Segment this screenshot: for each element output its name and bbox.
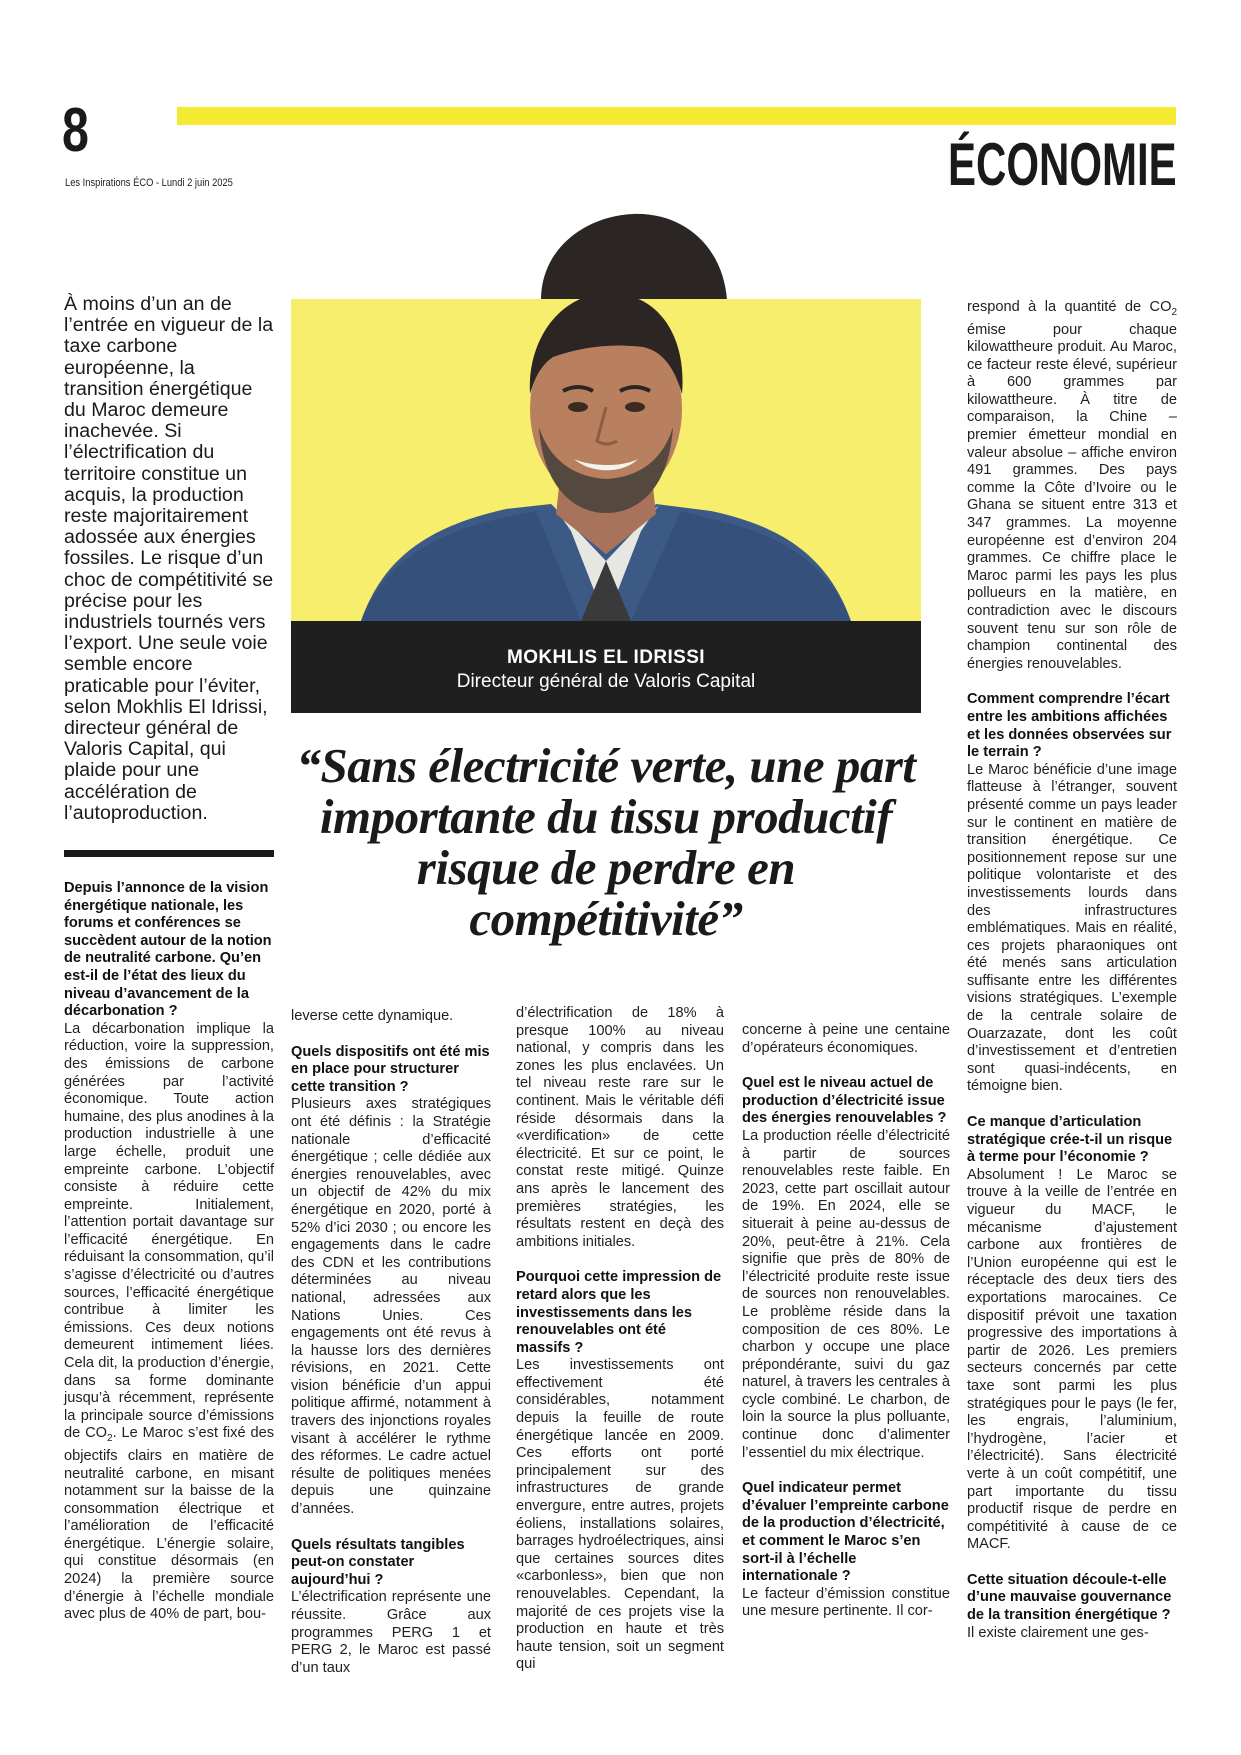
- header-yellow-band: [177, 107, 1176, 125]
- article-column-4: [742, 1022, 950, 1621]
- interviewee-name: MOKHLIS EL IDRISSI: [507, 647, 705, 668]
- answer-paragraph: L’électrification représente une réussite. Grâce aux programmes PERG 1 et PERG 2, le Maroc est passé d’un taux: [291, 1589, 491, 1676]
- question-heading: Comment comprendre l’écart entre les ambitions affichées et les données observées sur le terrain ?: [967, 691, 1172, 761]
- article-column-3: [516, 1005, 724, 1674]
- answer-paragraph: leverse cette dynamique.: [291, 1008, 454, 1024]
- answer-paragraph: La décarbonation implique la réduction, voire la suppression, des émissions de carbone générées par l’activité économique. Toute action humaine, des plus anodines à la production industrielle à une large échelle, produit une empreinte carbone. L’objectif consiste à réduire cette empreinte. Initialement, l’attention portait davantage sur l’efficacité énergétique. En réduisant la consommation, qu’il s’agisse d’électricité ou d’autres sources, l’efficacité énergétique contribue à limiter les émissions. Ces deux notions demeurent intimement liées. Cela dit, la production d’énergie, dans sa forme dominante jusqu’à récemment, représente la principale source d’émissions de $CO_2$. Le Maroc s’est fixé des objectifs clairs en matière de neutralité carbone, en misant notamment sur la baisse de la consommation électrique et l’amélioration de l’efficacité énergétique. L’énergie solaire, qui constitue désormais (en 2024) la première source d’énergie à l’échelle mondiale avec plus de 40% de part, bou-: [64, 1020, 274, 1623]
- question-heading: Ce manque d’articulation stratégique crée-t-il un risque à terme pour l’économie ?: [967, 1114, 1173, 1166]
- article-column-5: [967, 299, 1177, 1642]
- portrait-hair-overflow: [371, 208, 871, 300]
- answer-paragraph: concerne à peine une centaine d’opérateurs économiques.: [742, 1022, 950, 1056]
- article-column-2: [291, 1008, 491, 1677]
- portrait-illustration: [291, 299, 921, 621]
- question-heading: Pourquoi cette impression de retard alors que les investissements dans les renouvelables ont été massifs ?: [516, 1269, 722, 1356]
- article-column-1: [64, 880, 274, 1624]
- section-title: ÉCONOMIE: [948, 131, 1177, 198]
- answer-paragraph: Les investissements ont effectivement été considérables, notamment depuis la feuille de route énergétique lancée en 2009. Ces efforts ont porté principalement sur des infrastructures de grande envergure, entre autres, projets éoliens, installations solaires, barrages hydroélectriques, ainsi que certaines sources dites «carbonless», bien que non renouvelables. Cependant, la majorité de ces projets vise la production en haute et très haute tension, soit un segment qui: [516, 1357, 724, 1673]
- interviewee-role: Directeur général de Valoris Capital: [456, 671, 756, 692]
- answer-paragraph: Il existe clairement une ges-: [967, 1624, 1149, 1641]
- issue-date-line: Les Inspirations ÉCO - Lundi 2 juin 2025: [65, 177, 233, 189]
- question-heading: Cette situation découle-t-elle d’une mauvaise gouvernance de la transition énergétique ?: [967, 1571, 1172, 1624]
- question-heading: Quels dispositifs ont été mis en place pour structurer cette transition ?: [291, 1043, 490, 1095]
- answer-paragraph: respond à la quantité de $CO_2$ émise pour chaque kilowattheure produit. Au Maroc, ce facteur reste élevé, supérieur à 600 grammes par kilowattheure. À titre de comparaison, la Chine – premier émetteur mondial en valeur absolue – affiche environ 491 grammes. Des pays comme la Côte d’Ivoire ou le Ghana se situent entre 313 et 347 grammes. La moyenne européenne est d’environ 204 grammes. Ce chiffre place le Maroc parmi les pays les plus pollueurs en la matière, en contradiction avec le discours souvent tenu sur son rôle de champion continental des énergies renouvelables.: [967, 299, 1177, 672]
- question-heading: Quel indicateur permet d’évaluer l’empreinte carbone de la production d’électricité, et comment le Maroc s’en sort-il à l’échelle internationale ?: [742, 1480, 949, 1585]
- answer-paragraph: d’électrification de 18% à presque 100% au niveau national, y compris dans les zones les plus enclavées. Un tel niveau reste rare sur le continent. Mais le véritable défi réside désormais dans la «verdification» de cette électricité. Et sur ce point, le constat reste mitigé. Quinze ans après le lancement des premières stratégies, les résultats restent en deçà des ambitions initiales.: [516, 1005, 724, 1250]
- article-lede: À moins d’un an de l’entrée en vigueur de la taxe carbone européenne, la transition énergétique du Maroc demeure inachevée. Si l’électrification du territoire constitue un acquis, la production reste majoritairement adossée aux énergies fossiles. Le risque d’un choc de compétitivité se précise pour les industriels tournés vers l’export. Une seule voie semble encore praticable pour l’éviter, selon Mokhlis El Idrissi, directeur général de Valoris Capital, qui plaide pour une accélération de l’autoproduction.: [64, 293, 274, 824]
- answer-paragraph: Le Maroc bénéficie d’une image flatteuse à l’étranger, souvent présenté comme un pays leader sur le continent en matière de transition énergétique. Ce positionnement repose sur une politique volontariste et des investissements lourds dans des infrastructures emblématiques. Mais en réalité, ces projets pharaoniques ont été menés sans articulation suffisante entre les différentes visions stratégiques. L’exemple de la centrale solaire de Ouarzazate, dont les coût d’investissement et d’entretien sont quasi-indécents, en témoigne bien.: [967, 761, 1177, 1095]
- question-heading: Depuis l’annonce de la vision énergétique nationale, les forums et conférences se succèdent autour de la notion de neutralité carbone. Qu’en est-il de l’état des lieux du niveau d’avancement de la décarbonation ?: [64, 880, 272, 1020]
- answer-paragraph: Plusieurs axes stratégiques ont été définis : la Stratégie nationale d’efficacité énergétique ; celle dédiée aux énergies renouvelables, avec un objectif de 42% du mix énergétique en 2020, porté à 52% d’ici 2030 ; ou encore les engagements dans le cadre des CDN et les contributions déterminées au niveau national, adressées aux Nations Unies. Ces engagements ont été revus à la hausse lors des dernières révisions, en 2021. Cette vision bénéficie d’un appui politique affirmé, notamment à travers des injonctions royales visant à accélérer le rythme des réformes. Le cadre actuel résulte de politiques menées depuis une quinzaine d’années.: [291, 1096, 491, 1518]
- lede-divider: [64, 850, 274, 857]
- answer-paragraph: La production réelle d’électricité à partir de sources renouvelables reste faible. En 2023, cette part oscillait autour de 19%. En 2024, elle se situerait à peine au-dessus de 20%, peut-être à 21%. Cela signifie que près de 80% de l’électricité produite reste issue de sources non renouvelables. Le problème réside dans la composition de ces 80%. Le charbon y occupe une place prépondérante, suivi du gaz naturel, à travers les centrales à cycle combiné. Le charbon, de loin la source la plus polluante, continue donc d’alimenter l’essentiel du mix électrique.: [742, 1127, 950, 1461]
- page-number: 8: [62, 96, 88, 165]
- question-heading: Quels résultats tangibles peut-on constater aujourd’hui ?: [291, 1536, 465, 1588]
- answer-paragraph: Le facteur d’émission constitue une mesure pertinente. Il cor-: [742, 1585, 950, 1620]
- question-heading: Quel est le niveau actuel de production d’électricité issue des énergies renouvelables ?: [742, 1075, 947, 1127]
- pull-quote: “Sans électricité verte, une part importante du tissu productif risque de perdre en compétitivité”: [296, 738, 916, 946]
- answer-paragraph: Absolument ! Le Maroc se trouve à la veille de l’entrée en vigueur du MACF, le mécanisme d’ajustement carbone aux frontières de l’Union européenne qui est le réceptacle des deux tiers des exportations marocaines. Ce dispositif prévoit une taxation progressive des importations à partir de 2026. Les premiers secteurs concernés par cette taxe sont parmi les plus stratégiques pour le pays (le fer, les engrais, l’aluminium, l’hydrogène, l’acier et l’électricité). Sans électricité verte à un coût compétitif, une part importante du tissu productif risque de perdre en compétitivité à cause de ce MACF.: [967, 1166, 1177, 1553]
- photo-caption: [291, 621, 921, 713]
- portrait-photo: [291, 299, 921, 621]
